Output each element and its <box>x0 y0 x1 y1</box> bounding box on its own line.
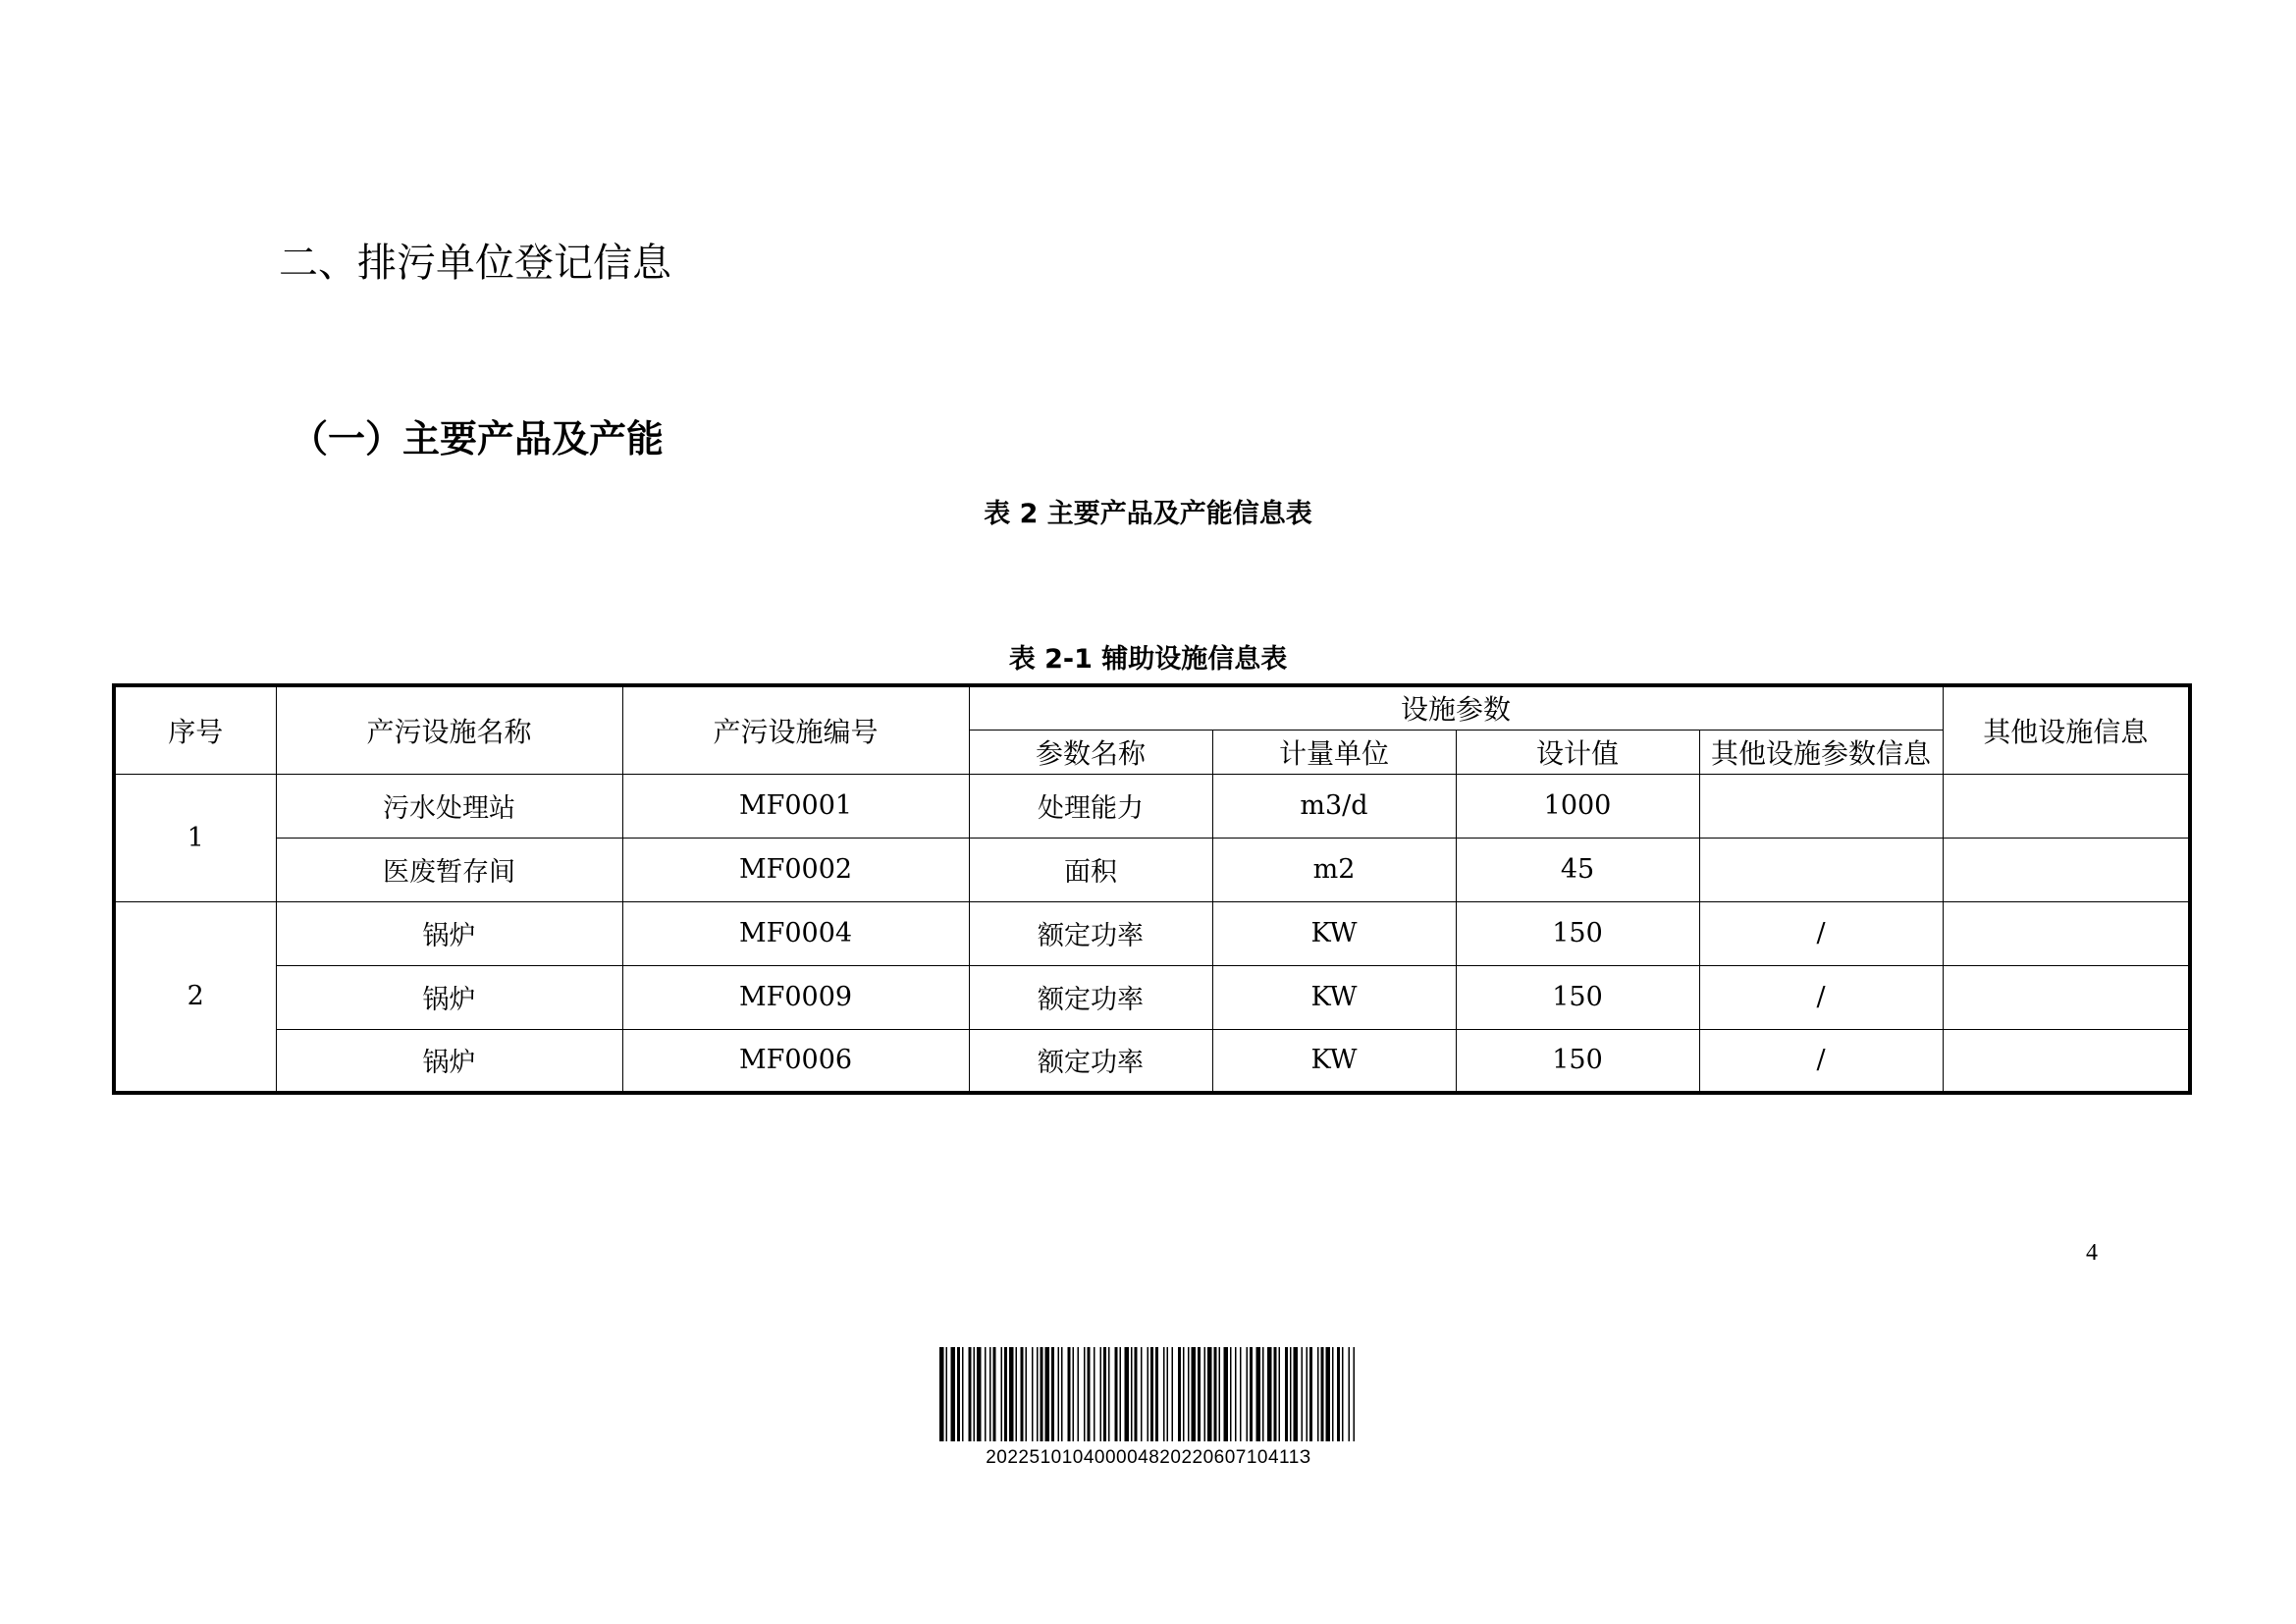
barcode-bar <box>1088 1347 1091 1441</box>
barcode-bar <box>1155 1347 1158 1441</box>
subsection-title: （一）主要产品及产能 <box>291 417 665 460</box>
barcode-number: 20225101040000482022060710411З <box>986 1447 1311 1468</box>
barcode-bar <box>1094 1347 1095 1441</box>
barcode-bar <box>1131 1347 1133 1441</box>
barcode-bar <box>1230 1347 1232 1441</box>
barcode-bar <box>939 1347 944 1441</box>
barcode-bar <box>1309 1347 1312 1441</box>
cell-other-facility-info <box>1943 965 2190 1029</box>
header-unit: 计量单位 <box>1212 730 1456 774</box>
cell-other-facility-info <box>1943 838 2190 901</box>
cell-seq: 2 <box>114 901 276 1093</box>
barcode-bar <box>1250 1347 1253 1441</box>
section-title: 二、排污单位登记信息 <box>279 241 671 286</box>
cell-design-value: 45 <box>1456 838 1699 901</box>
barcode-bar <box>1279 1347 1281 1441</box>
barcode-bar <box>1037 1347 1039 1441</box>
table-caption-main: 表 2 主要产品及产能信息表 <box>984 499 1312 529</box>
barcode-bar <box>989 1347 991 1441</box>
cell-facility-name: 污水处理站 <box>276 774 622 838</box>
barcode-bar <box>1326 1347 1331 1441</box>
cell-unit: m3/d <box>1212 774 1456 838</box>
table-row <box>114 1029 2190 1093</box>
barcode-bar <box>1172 1347 1174 1441</box>
cell-other-param-info: / <box>1699 901 1943 965</box>
barcode-bar <box>1214 1347 1217 1441</box>
barcode-bar <box>1163 1347 1165 1441</box>
barcode-bar <box>1262 1347 1264 1441</box>
barcode-bar <box>1150 1347 1153 1441</box>
barcode-bar <box>1337 1347 1340 1441</box>
cell-facility-code: MF0009 <box>622 965 969 1029</box>
barcode-bar <box>1183 1347 1185 1441</box>
barcode-bar <box>1125 1347 1130 1441</box>
barcode-bar <box>1026 1347 1028 1441</box>
auxiliary-facility-table <box>112 683 2192 1095</box>
barcode-bar <box>1317 1347 1319 1441</box>
barcode-bar <box>1084 1347 1086 1441</box>
header-other-facility-info: 其他设施信息 <box>1943 685 2190 774</box>
cell-facility-name: 医废暂存间 <box>276 838 622 901</box>
cell-other-param-info: / <box>1699 965 1943 1029</box>
cell-param-name: 额定功率 <box>969 901 1212 965</box>
barcode-bar <box>1061 1347 1063 1441</box>
barcode-bar <box>1041 1347 1043 1441</box>
barcode-bar <box>946 1347 948 1441</box>
barcode-bar <box>1256 1347 1261 1441</box>
barcode-bar <box>1188 1347 1190 1441</box>
table-row <box>114 774 2190 838</box>
barcode-bar <box>1302 1347 1304 1441</box>
barcode-bar <box>1235 1347 1237 1441</box>
barcode-bar <box>1192 1347 1197 1441</box>
cell-facility-code: MF0006 <box>622 1029 969 1093</box>
table-row <box>114 901 2190 965</box>
cell-other-facility-info <box>1943 1029 2190 1093</box>
cell-unit: m2 <box>1212 838 1456 901</box>
cell-facility-name: 锅炉 <box>276 1029 622 1093</box>
barcode-bar <box>1198 1347 1201 1441</box>
barcode-bar <box>1267 1347 1272 1441</box>
barcode-bar <box>1167 1347 1169 1441</box>
barcode-bar <box>1207 1347 1212 1441</box>
barcode-bar <box>1148 1347 1149 1441</box>
cell-facility-code: MF0001 <box>622 774 969 838</box>
barcode-bar <box>1108 1347 1110 1441</box>
barcode-bar <box>1204 1347 1206 1441</box>
barcode-bar <box>985 1347 987 1441</box>
barcode-bar <box>1274 1347 1277 1441</box>
cell-unit: KW <box>1212 1029 1456 1093</box>
barcode-bar <box>1100 1347 1102 1441</box>
barcode-bar <box>957 1347 960 1441</box>
cell-facility-code: MF0002 <box>622 838 969 901</box>
header-param-name: 参数名称 <box>969 730 1212 774</box>
header-seq: 序号 <box>114 685 276 774</box>
barcode-bar <box>1001 1347 1003 1441</box>
barcode-bar <box>1058 1347 1060 1441</box>
table-header-row-1 <box>114 685 2190 730</box>
barcode-bar <box>1349 1347 1351 1441</box>
barcode-bar <box>1141 1347 1143 1441</box>
cell-design-value: 150 <box>1456 901 1699 965</box>
barcode-bar <box>1045 1347 1050 1441</box>
barcode-bar <box>974 1347 976 1441</box>
barcode-bar <box>1115 1347 1118 1441</box>
barcode-bar <box>1219 1347 1221 1441</box>
barcode-bar <box>977 1347 982 1441</box>
barcode-bar <box>1354 1347 1356 1441</box>
barcode-bar <box>1073 1347 1075 1441</box>
barcode-bar <box>1120 1347 1122 1441</box>
barcode-bar <box>1051 1347 1054 1441</box>
cell-other-param-info <box>1699 774 1943 838</box>
barcode-bar <box>1103 1347 1106 1441</box>
barcode-bar <box>1016 1347 1018 1441</box>
barcode-bar <box>1078 1347 1080 1441</box>
cell-design-value: 150 <box>1456 965 1699 1029</box>
page-number: 4 <box>2086 1240 2098 1266</box>
barcode-bar <box>1332 1347 1334 1441</box>
cell-other-facility-info <box>1943 901 2190 965</box>
table-caption-sub: 表 2-1 辅助设施信息表 <box>1008 644 1288 675</box>
cell-param-name: 额定功率 <box>969 965 1212 1029</box>
barcode-bar <box>1032 1347 1034 1441</box>
barcode-bar <box>1294 1347 1299 1441</box>
cell-seq: 1 <box>114 774 276 901</box>
barcode-bar <box>951 1347 956 1441</box>
barcode-bar <box>1342 1347 1344 1441</box>
cell-design-value: 1000 <box>1456 774 1699 838</box>
table-row <box>114 838 2190 901</box>
cell-param-name: 处理能力 <box>969 774 1212 838</box>
barcode-bar <box>1307 1347 1308 1441</box>
cell-facility-name: 锅炉 <box>276 901 622 965</box>
cell-other-facility-info <box>1943 774 2190 838</box>
barcode-bar <box>1285 1347 1288 1441</box>
header-facility-code: 产污设施编号 <box>622 685 969 774</box>
barcode-bars <box>937 1347 1360 1445</box>
barcode-bar <box>1247 1347 1249 1441</box>
header-facility-name: 产污设施名称 <box>276 685 622 774</box>
barcode-bar <box>1021 1347 1024 1441</box>
cell-design-value: 150 <box>1456 1029 1699 1093</box>
barcode-bar <box>1068 1347 1071 1441</box>
barcode-bar <box>993 1347 996 1441</box>
cell-other-param-info <box>1699 838 1943 901</box>
cell-param-name: 面积 <box>969 838 1212 901</box>
header-other-param-info: 其他设施参数信息 <box>1699 730 1943 774</box>
cell-other-param-info: / <box>1699 1029 1943 1093</box>
cell-facility-name: 锅炉 <box>276 965 622 1029</box>
cell-param-name: 额定功率 <box>969 1029 1212 1093</box>
barcode-bar <box>1321 1347 1324 1441</box>
barcode-bar <box>1224 1347 1229 1441</box>
barcode-bar <box>962 1347 964 1441</box>
barcode-bar <box>1004 1347 1007 1441</box>
barcode-bar <box>1178 1347 1181 1441</box>
header-design-value: 设计值 <box>1456 730 1699 774</box>
barcode-bar <box>1135 1347 1138 1441</box>
barcode-bar <box>969 1347 972 1441</box>
barcode-bar <box>1240 1347 1242 1441</box>
table-row <box>114 965 2190 1029</box>
cell-unit: KW <box>1212 965 1456 1029</box>
barcode-bar <box>1290 1347 1292 1441</box>
cell-facility-code: MF0004 <box>622 901 969 965</box>
cell-unit: KW <box>1212 901 1456 965</box>
barcode-bar <box>1009 1347 1014 1441</box>
header-params-group: 设施参数 <box>969 685 1943 730</box>
